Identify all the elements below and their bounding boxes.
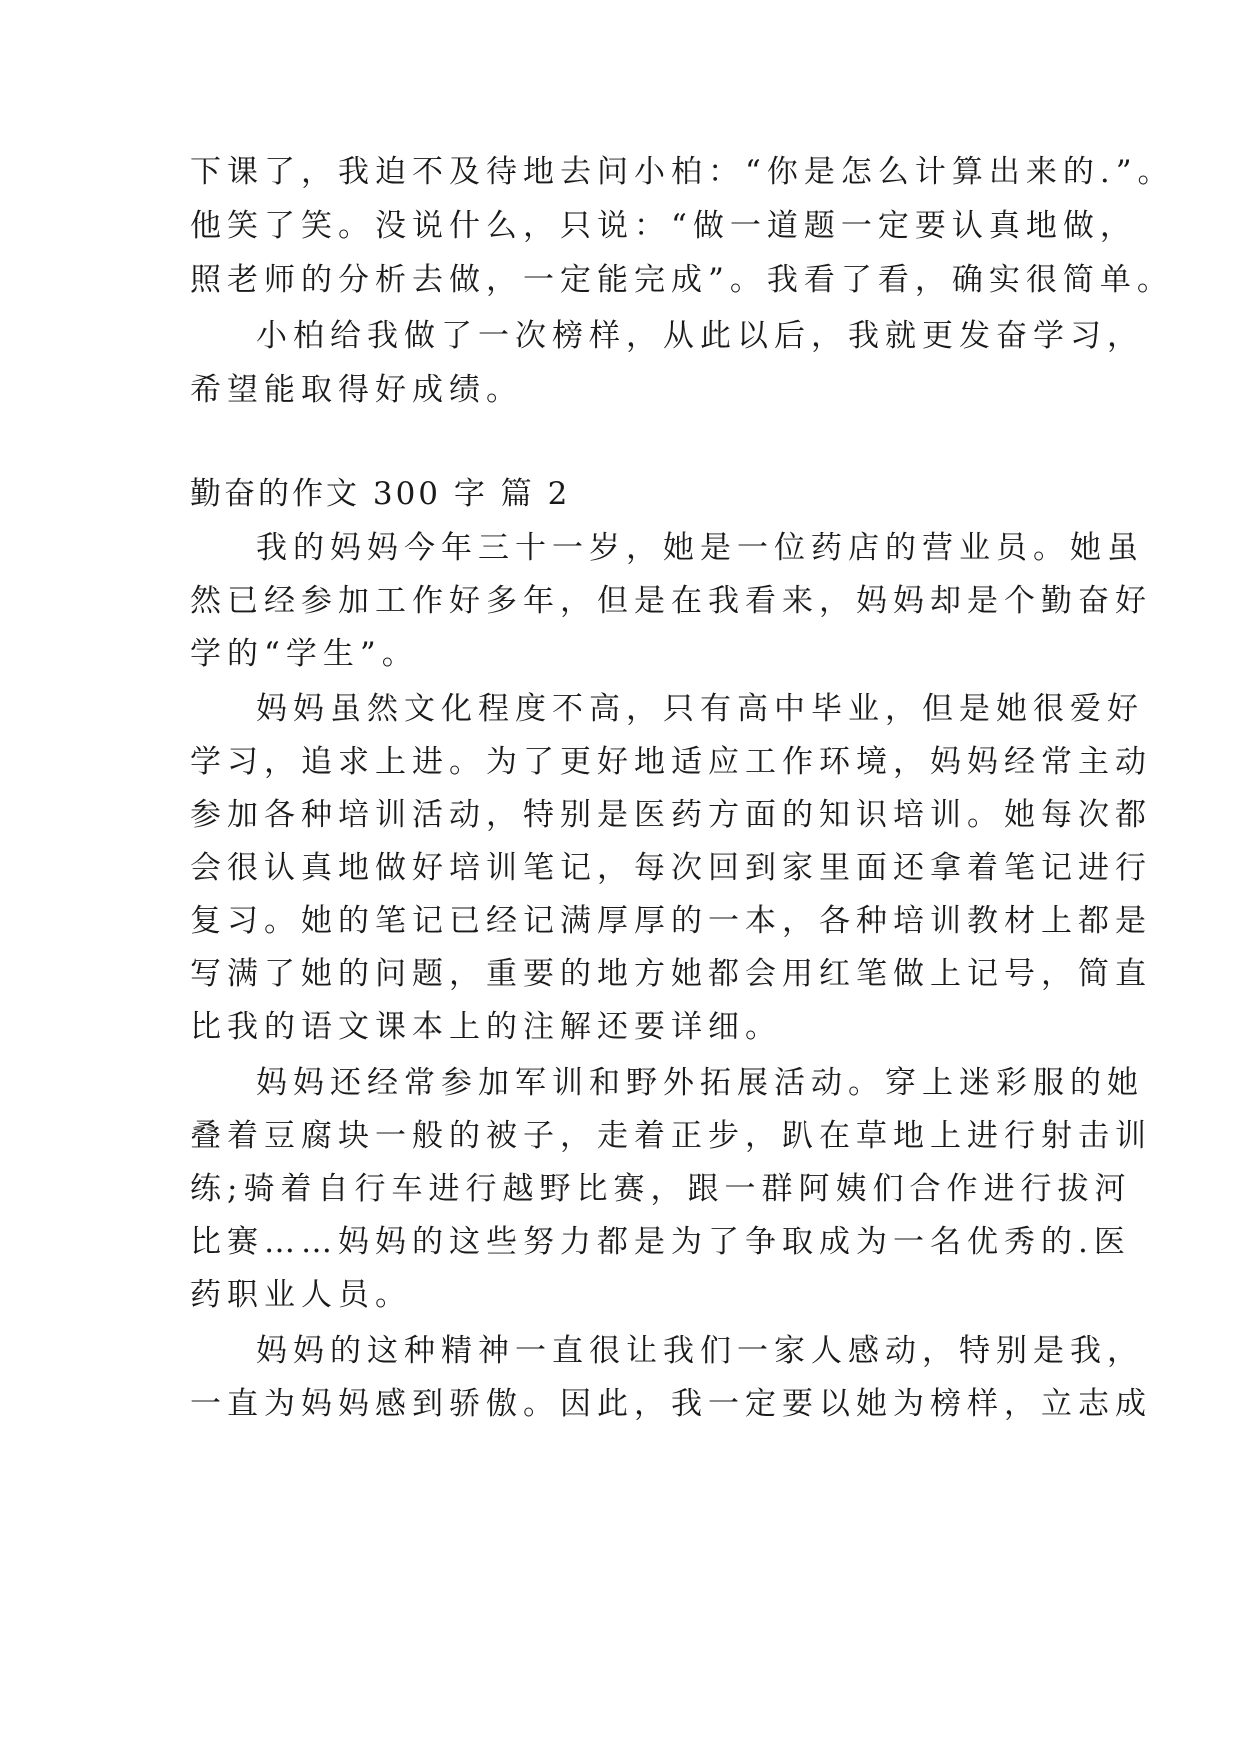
paragraph-line: 学的“学生”。 [190, 636, 419, 672]
paragraph-line: 比我的语文课本上的注解还要详细。 [190, 1009, 782, 1045]
section-heading: 勤奋的作文 300 字 篇 2 [190, 476, 571, 512]
paragraph-line: 然已经参加工作好多年，但是在我看来，妈妈却是个勤奋好 [190, 583, 1152, 619]
paragraph-line: 比赛……妈妈的这些努力都是为了争取成为一名优秀的.医 [190, 1224, 1131, 1260]
paragraph-line: 照老师的分析去做，一定能完成”。我看了看，确实很简单。 [190, 262, 1174, 298]
paragraph-line: 下课了，我迫不及待地去问小柏：“你是怎么计算出来的.”。 [190, 154, 1175, 190]
paragraph-line: 练;骑着自行车进行越野比赛，跟一群阿姨们合作进行拔河 [190, 1171, 1132, 1207]
paragraph-line: 会很认真地做好培训笔记，每次回到家里面还拿着笔记进行 [190, 850, 1152, 886]
paragraph-line: 一直为妈妈感到骄傲。因此，我一定要以她为榜样，立志成 [190, 1386, 1152, 1422]
paragraph-line: 我的妈妈今年三十一岁，她是一位药店的营业员。她虽 [256, 530, 1144, 566]
paragraph-line: 药职业人员。 [190, 1277, 412, 1313]
paragraph-line: 学习，追求上进。为了更好地适应工作环境，妈妈经常主动 [190, 744, 1152, 780]
paragraph-line: 叠着豆腐块一般的被子，走着正步，趴在草地上进行射击训 [190, 1118, 1152, 1154]
paragraph-line: 小柏给我做了一次榜样，从此以后，我就更发奋学习， [256, 318, 1144, 354]
paragraph-line: 妈妈的这种精神一直很让我们一家人感动，特别是我， [256, 1333, 1144, 1369]
paragraph-line: 妈妈还经常参加军训和野外拓展活动。穿上迷彩服的她 [256, 1065, 1144, 1101]
paragraph-line: 希望能取得好成绩。 [190, 372, 523, 408]
paragraph-line: 复习。她的笔记已经记满厚厚的一本，各种培训教材上都是 [190, 903, 1152, 939]
paragraph-line: 参加各种培训活动，特别是医药方面的知识培训。她每次都 [190, 797, 1152, 833]
paragraph-line: 他笑了笑。没说什么，只说：“做一道题一定要认真地做， [190, 208, 1137, 244]
paragraph-line: 妈妈虽然文化程度不高，只有高中毕业，但是她很爱好 [256, 691, 1144, 727]
paragraph-line: 写满了她的问题，重要的地方她都会用红笔做上记号，简直 [190, 956, 1152, 992]
